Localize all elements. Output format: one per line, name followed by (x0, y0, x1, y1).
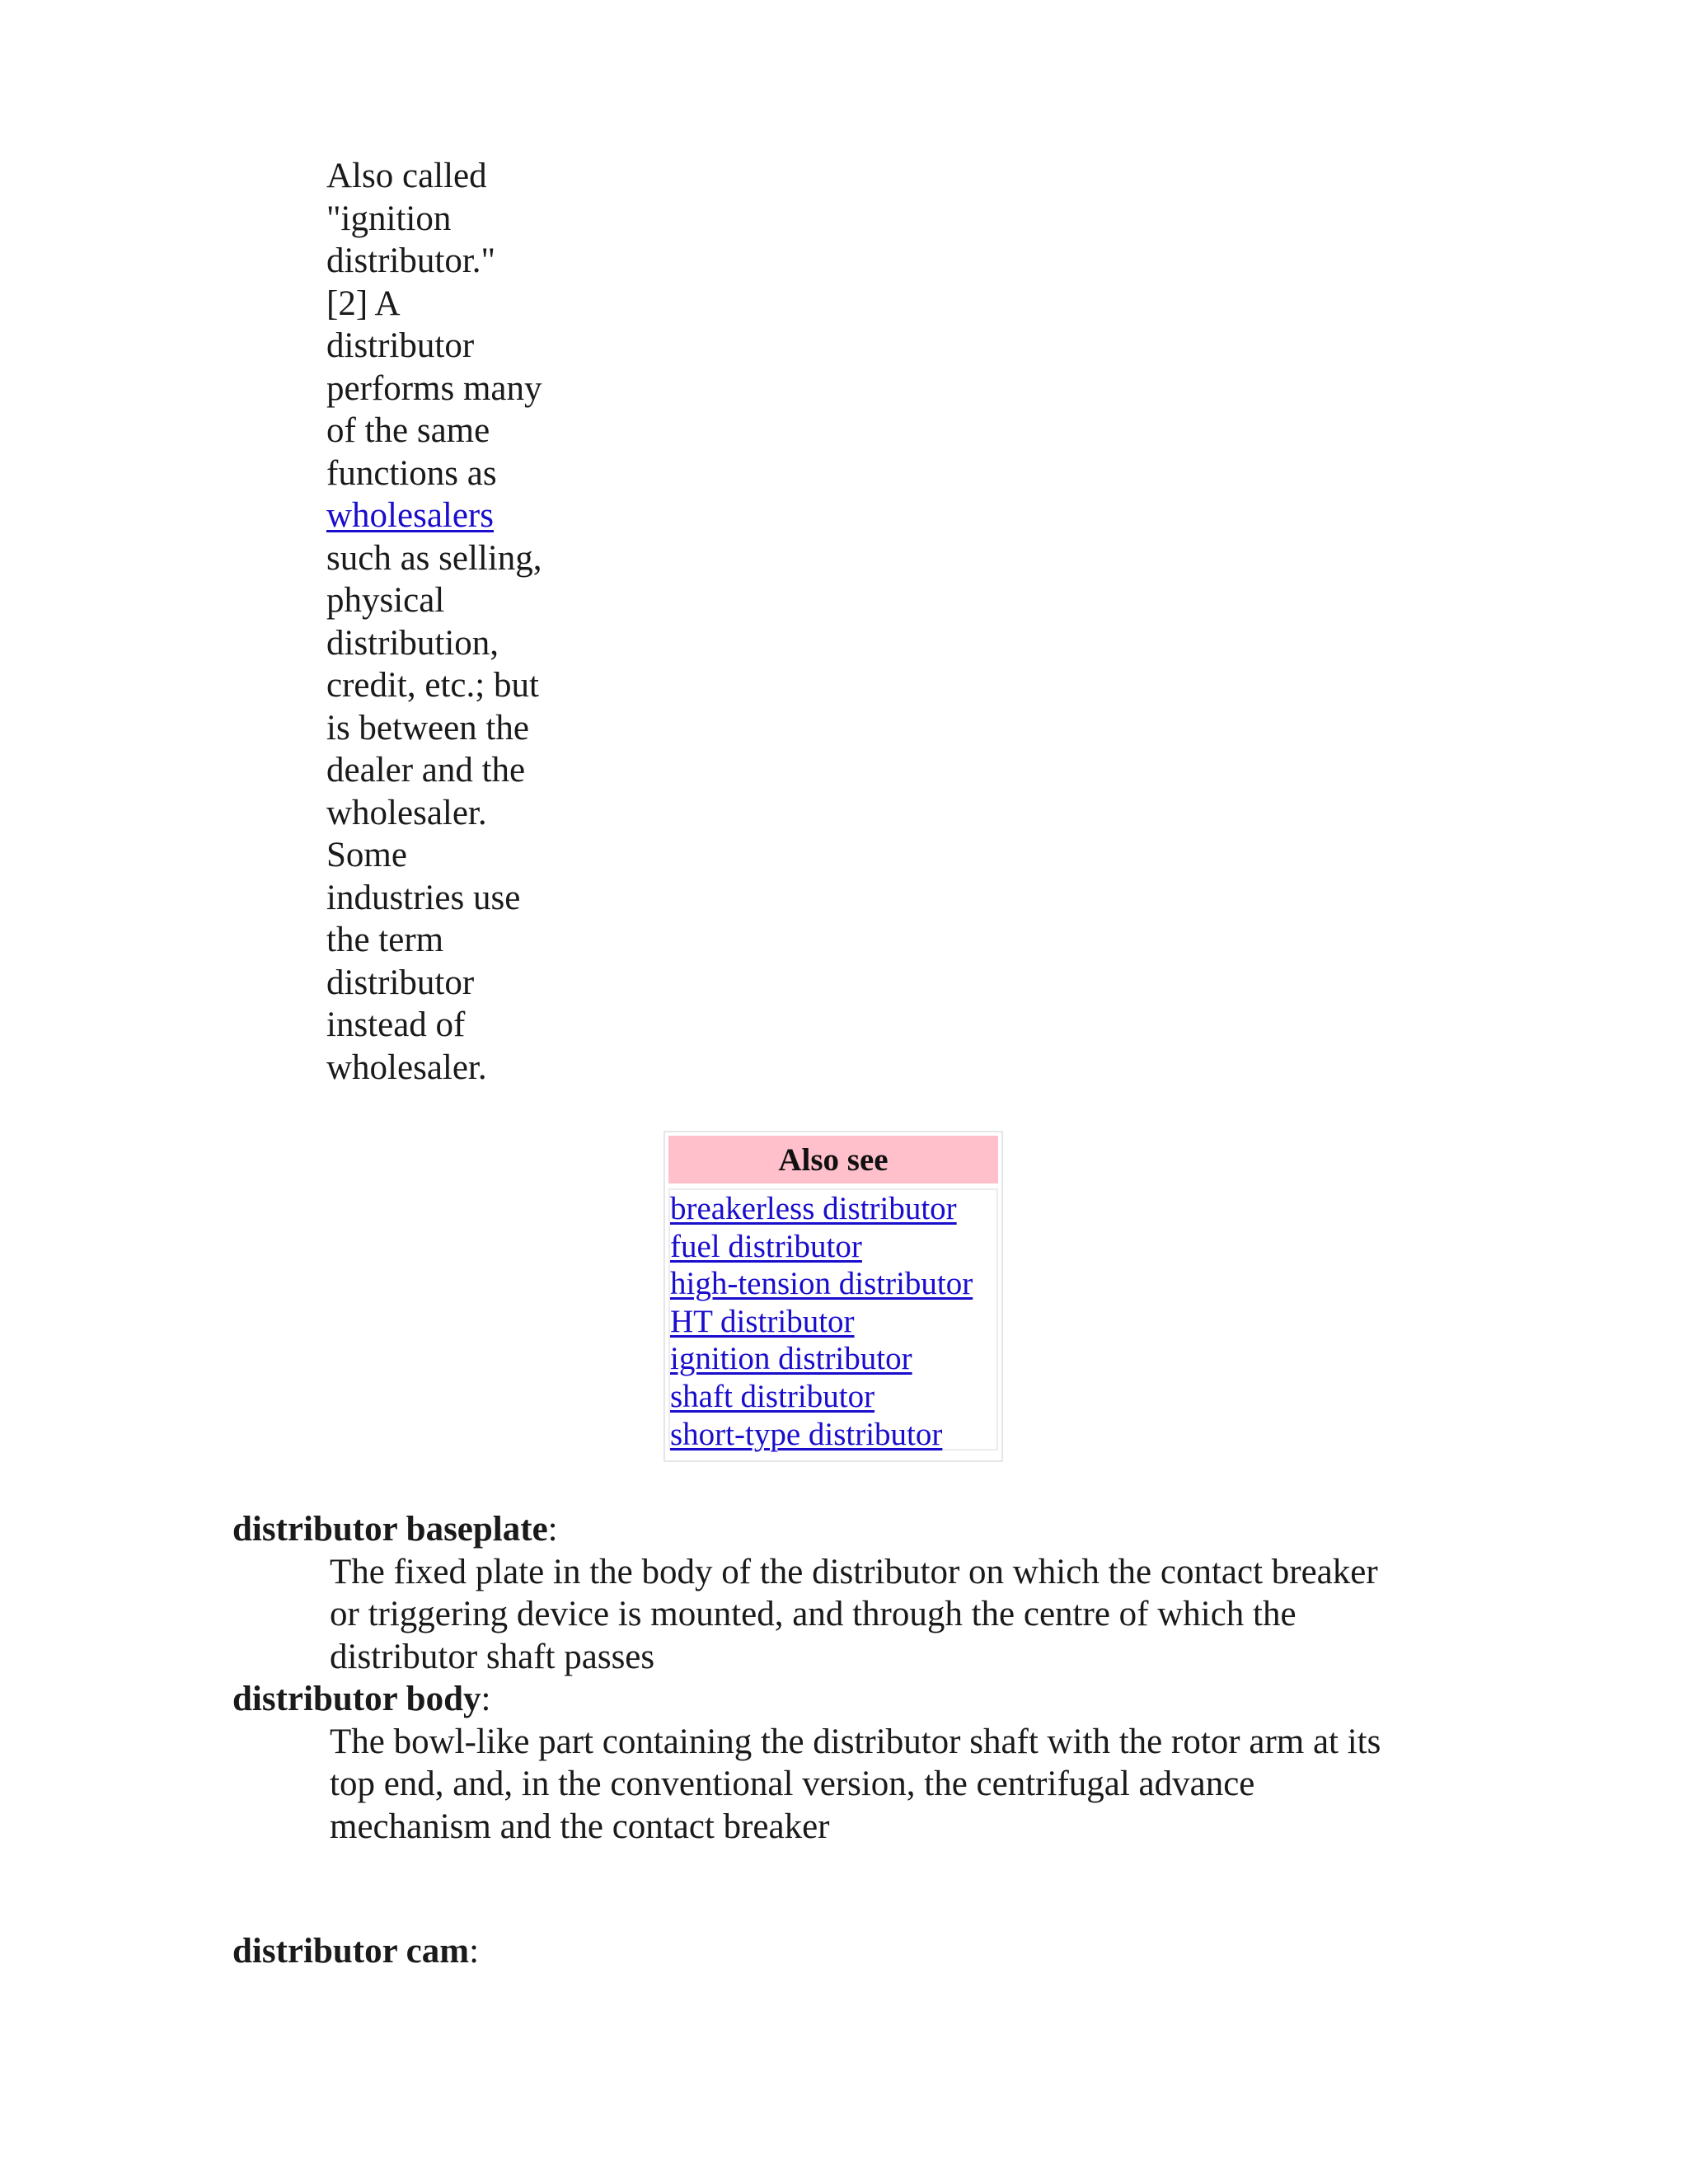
paragraph-line: instead of (326, 1005, 466, 1044)
also-see-link-fuel-distributor[interactable]: fuel distributor (670, 1228, 862, 1264)
glossary-term-row (232, 1678, 1469, 1721)
also-see-link-ignition-distributor[interactable]: ignition distributor (670, 1341, 912, 1377)
also-see-title: Also see (668, 1136, 998, 1183)
definition-line: mechanism and the contact breaker (330, 1807, 830, 1846)
definition-line: The bowl-like part containing the distributor shaft with the rotor arm at its (330, 1722, 1381, 1761)
paragraph-line: "ignition (326, 199, 452, 238)
wholesalers-link[interactable]: wholesalers (326, 496, 494, 535)
term-distributor-body: distributor body (232, 1680, 481, 1718)
paragraph-line: the term (326, 921, 444, 959)
also-see-link-ht-distributor[interactable]: HT distributor (670, 1303, 855, 1339)
definition-line: distributor shaft passes (330, 1637, 655, 1676)
paragraph-line: dealer and the (326, 751, 526, 790)
definition-line: or triggering device is mounted, and through the centre of which the (330, 1595, 1296, 1633)
glossary-entries (232, 1508, 1469, 1973)
paragraph-line: wholesaler. (326, 1047, 487, 1087)
distributor-definition-paragraph (326, 155, 574, 1089)
paragraph-line: physical (326, 581, 445, 620)
also-see-box (663, 1131, 1003, 1462)
definition-distributor-body (330, 1721, 1469, 1849)
also-see-link-breakerless-distributor[interactable]: breakerless distributor (670, 1191, 957, 1226)
glossary-term-row (232, 1930, 1469, 1973)
also-see-links (668, 1188, 998, 1451)
paragraph-line: distributor." (326, 241, 496, 280)
paragraph-line: of the same (326, 411, 490, 450)
paragraph-line: Also called (326, 157, 487, 195)
paragraph-line: such as selling, (326, 538, 542, 578)
also-see-link-high-tension-distributor[interactable]: high-tension distributor (670, 1266, 973, 1302)
paragraph-line: [2] A (326, 284, 401, 323)
paragraph-line: performs many (326, 368, 542, 408)
definition-line: The fixed plate in the body of the distributor on which the contact breaker (330, 1552, 1378, 1591)
term-colon: : (547, 1510, 558, 1549)
definition-line: top end, and, in the conventional version, the centrifugal advance (330, 1765, 1255, 1803)
term-distributor-baseplate: distributor baseplate (232, 1510, 548, 1549)
also-see-link-short-type-distributor[interactable]: short-type distributor (670, 1416, 943, 1452)
also-see-link-shaft-distributor[interactable]: shaft distributor (670, 1378, 875, 1414)
paragraph-line: distributor (326, 963, 475, 1002)
entry-spacer (232, 1848, 1469, 1930)
paragraph-line: Some (326, 836, 407, 874)
glossary-term-row (232, 1508, 1469, 1551)
term-colon: : (469, 1932, 480, 1971)
paragraph-line: wholesaler. (326, 793, 487, 832)
paragraph-line: functions as (326, 453, 497, 493)
paragraph-line: distribution, (326, 623, 499, 663)
term-colon: : (481, 1680, 491, 1718)
paragraph-line: credit, etc.; but (326, 666, 539, 705)
definition-distributor-baseplate (330, 1551, 1469, 1679)
paragraph-line: industries use (326, 878, 521, 917)
term-distributor-cam: distributor cam (232, 1932, 470, 1971)
paragraph-line: is between the (326, 708, 529, 748)
paragraph-line: distributor (326, 326, 475, 365)
